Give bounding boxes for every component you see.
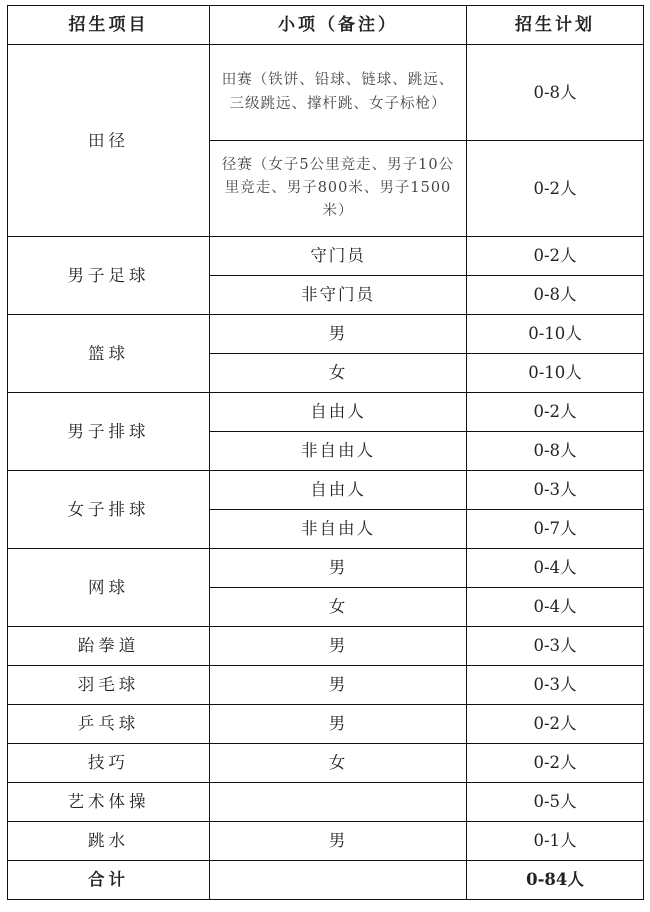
category-cell: 男子排球: [8, 393, 210, 471]
sub-item-cell: 非守门员: [210, 276, 467, 315]
plan-cell: 0-2人: [467, 237, 644, 276]
plan-cell: 0-2人: [467, 705, 644, 744]
category-cell: 篮球: [8, 315, 210, 393]
sub-item-cell: 女: [210, 744, 467, 783]
table-row: [8, 666, 644, 705]
table-row: [8, 45, 644, 141]
table-row: [8, 393, 644, 432]
sub-item-cell: 守门员: [210, 237, 467, 276]
sub-item-cell: 男: [210, 666, 467, 705]
header-category: 招生项目: [8, 6, 210, 45]
recruitment-plan-table: [7, 5, 644, 900]
table-row: [8, 549, 644, 588]
header-sub-item: 小项（备注）: [210, 6, 467, 45]
plan-cell: 0-3人: [467, 666, 644, 705]
plan-cell: 0-2人: [467, 393, 644, 432]
plan-cell: 0-1人: [467, 822, 644, 861]
sub-item-cell: 男: [210, 627, 467, 666]
sub-item-cell: [210, 783, 467, 822]
plan-cell: 0-8人: [467, 276, 644, 315]
table-row: [8, 471, 644, 510]
plan-cell: 0-3人: [467, 627, 644, 666]
plan-cell: 0-8人: [467, 45, 644, 141]
total-row: [8, 861, 644, 900]
plan-cell: 0-2人: [467, 744, 644, 783]
sub-item-cell: 男: [210, 315, 467, 354]
category-cell: 男子足球: [8, 237, 210, 315]
sub-item-cell: 田赛（铁饼、铅球、链球、跳远、三级跳远、撑杆跳、女子标枪）: [210, 45, 467, 141]
table-row: [8, 705, 644, 744]
plan-cell: 0-7人: [467, 510, 644, 549]
table-row: [8, 237, 644, 276]
category-cell: 羽毛球: [8, 666, 210, 705]
header-row: [8, 6, 644, 45]
category-cell: 跆拳道: [8, 627, 210, 666]
category-cell: 女子排球: [8, 471, 210, 549]
table-row: [8, 744, 644, 783]
plan-cell: 0-5人: [467, 783, 644, 822]
category-cell: 技巧: [8, 744, 210, 783]
plan-cell: 0-4人: [467, 549, 644, 588]
plan-cell: 0-8人: [467, 432, 644, 471]
total-sub-item: [210, 861, 467, 900]
table-body: [8, 6, 644, 900]
category-cell: 田径: [8, 45, 210, 237]
sub-item-cell: 非自由人: [210, 432, 467, 471]
sub-item-cell: 自由人: [210, 471, 467, 510]
sub-item-cell: 男: [210, 822, 467, 861]
table-row: [8, 822, 644, 861]
sub-item-cell: 男: [210, 705, 467, 744]
plan-cell: 0-10人: [467, 354, 644, 393]
category-cell: 艺术体操: [8, 783, 210, 822]
sub-item-cell: 男: [210, 549, 467, 588]
sub-item-cell: 径赛（女子5公里竞走、男子10公里竞走、男子800米、男子1500米）: [210, 141, 467, 237]
category-cell: 网球: [8, 549, 210, 627]
category-cell: 跳水: [8, 822, 210, 861]
total-plan: 0-84人: [467, 861, 644, 900]
sub-item-cell: 女: [210, 588, 467, 627]
sub-item-cell: 女: [210, 354, 467, 393]
total-label: 合计: [8, 861, 210, 900]
sub-item-cell: 非自由人: [210, 510, 467, 549]
header-plan: 招生计划: [467, 6, 644, 45]
table-row: [8, 783, 644, 822]
plan-cell: 0-10人: [467, 315, 644, 354]
sub-item-cell: 自由人: [210, 393, 467, 432]
table-row: [8, 315, 644, 354]
table-row: [8, 627, 644, 666]
category-cell: 乒乓球: [8, 705, 210, 744]
plan-cell: 0-2人: [467, 141, 644, 237]
plan-cell: 0-4人: [467, 588, 644, 627]
plan-cell: 0-3人: [467, 471, 644, 510]
